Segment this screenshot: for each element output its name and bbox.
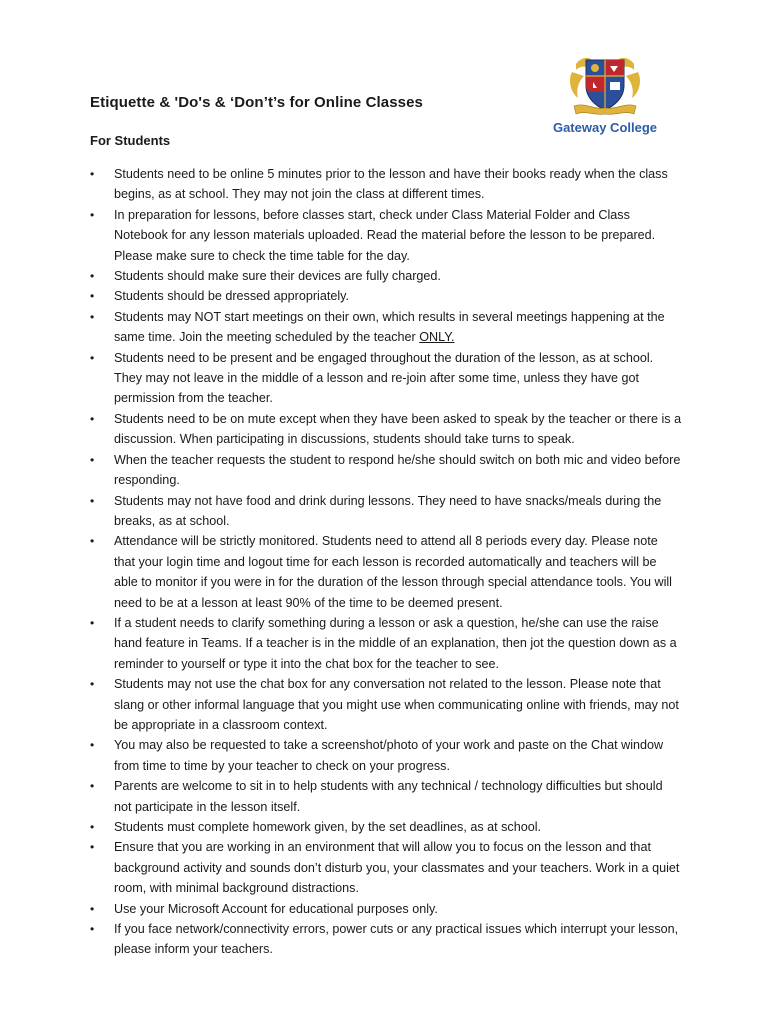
rule-text — [114, 167, 668, 201]
rule-item — [90, 286, 682, 306]
rule-item — [90, 307, 682, 348]
gateway-college-crest-icon — [566, 52, 644, 118]
rule-item — [90, 409, 682, 450]
rule-item — [90, 348, 682, 409]
rule-text-emphasis: ONLY. — [419, 330, 455, 345]
rule-item — [90, 837, 682, 898]
bullet-icon: • — [90, 350, 95, 365]
rule-text-main: Students may NOT start meetings on their own, which results in several meetings happening at the same time. Join the meeting scheduled by the teacher — [114, 309, 665, 345]
rule-item — [90, 919, 682, 960]
rule-text — [114, 351, 653, 406]
rule-item — [90, 491, 682, 532]
rule-item — [90, 674, 682, 735]
rule-text-main: Parents are welcome to sit in to help students with any technical / technology difficulties but should not participate in the lesson itself. — [114, 779, 663, 814]
rule-item — [90, 531, 682, 613]
rule-text — [114, 840, 679, 895]
college-logo — [540, 52, 670, 144]
rule-item — [90, 266, 682, 286]
rule-text-main: In preparation for lessons, before classes start, check under Class Material Folder and Class Notebook for any lesson materials uploaded. Read the material before the lesson to be prepared. Please make sure to check the time table for the day. — [114, 207, 656, 263]
rule-text — [114, 820, 541, 834]
bullet-icon: • — [90, 615, 95, 630]
rule-text-main: Students may not have food and drink during lessons. They need to have snacks/meals during the breaks, as at school. — [114, 493, 662, 528]
rule-text — [114, 289, 349, 303]
bullet-icon: • — [90, 167, 95, 181]
rule-text-main: Students need to be present and be engaged throughout the duration of the lesson, as at school. They may not leave in the middle of a lesson and re-join after some time, unless they have got permission from the teacher. — [114, 350, 654, 406]
rule-item — [90, 450, 682, 491]
rule-item — [90, 735, 682, 776]
rule-text-main: You may also be requested to take a screenshot/photo of your work and paste on the Chat window from time to time by your teacher to check on your progress. — [114, 738, 664, 773]
section-heading: For Students — [90, 133, 171, 148]
rule-text-main: Ensure that you are working in an environment that will allow you to focus on the lesson and that background activity and sounds don’t disturb you, your classmates and your teachers. Work in a quiet room, with minimal background distractions. — [114, 840, 680, 896]
rule-text — [114, 453, 680, 487]
rule-text — [114, 779, 663, 813]
rule-text — [114, 616, 677, 671]
bullet-icon: • — [90, 677, 95, 692]
rule-item — [90, 776, 682, 817]
bullet-icon: • — [90, 901, 95, 916]
rule-text — [114, 922, 678, 956]
rules-list — [90, 164, 682, 960]
rule-text-main: If you face network/connectivity errors, power cuts or any practical issues which interrupt your lesson, please inform your teachers. — [114, 922, 679, 957]
document-title: Etiquette & 'Do's & ‘Don’t’s for Online Classes — [90, 94, 423, 111]
bullet-icon: • — [90, 493, 95, 508]
rule-item — [90, 164, 682, 205]
bullet-icon: • — [90, 289, 95, 304]
rule-text-main: Attendance will be strictly monitored. Students need to attend all 8 periods every day. Please note that your login time and logout time for each lesson is recorded automatically and teachers will be able to monitor if you were in for the duration of the lesson through special attendance tools. You will need to be at a lesson at least 90% of the time to be deemed present. — [114, 534, 672, 610]
rule-text — [114, 738, 663, 772]
bullet-icon: • — [90, 922, 95, 937]
bullet-icon: • — [90, 779, 95, 794]
bullet-icon: • — [90, 840, 95, 855]
rule-text — [114, 310, 665, 344]
bullet-icon: • — [90, 411, 95, 426]
college-name: Gateway College — [552, 120, 658, 135]
rule-item — [90, 899, 682, 919]
bullet-icon: • — [90, 207, 95, 222]
rule-text-main: Students should be dressed appropriately. — [114, 289, 350, 304]
rule-text-main: Students need to be online 5 minutes prior to the lesson and have their books ready when the class begins, as at school. They may not join the class at different times. — [114, 167, 668, 202]
rule-text — [114, 208, 655, 263]
rule-text — [114, 534, 672, 609]
rule-item — [90, 817, 682, 837]
bullet-icon: • — [90, 309, 95, 324]
rule-text-main: When the teacher requests the student to respond he/she should switch on both mic and video before responding. — [114, 452, 681, 488]
bullet-icon: • — [90, 738, 95, 753]
bullet-icon: • — [90, 452, 95, 467]
rule-item — [90, 205, 682, 266]
rule-text — [114, 902, 438, 916]
rule-text-main: Students may not use the chat box for any conversation not related to the lesson. Please note that slang or other informal language that you might use when communicating online with friends, may not be appropriate in a classroom context. — [114, 677, 679, 732]
rule-text — [114, 412, 681, 446]
bullet-icon: • — [90, 269, 95, 284]
rule-text-main: Students must complete homework given, by the set deadlines, as at school. — [114, 820, 542, 834]
rule-text — [114, 269, 441, 283]
rule-item — [90, 613, 682, 674]
rule-text-main: Students should make sure their devices are fully charged. — [114, 269, 441, 284]
rule-text — [114, 494, 661, 528]
bullet-icon: • — [90, 820, 95, 834]
rule-text-main: Students need to be on mute except when they have been asked to speak by the teacher or there is a discussion. When participating in discussions, students should take turns to speak. — [114, 411, 682, 447]
bullet-icon: • — [90, 534, 95, 549]
rule-text — [114, 677, 679, 732]
rule-text-main: Use your Microsoft Account for educational purposes only. — [114, 901, 438, 916]
rule-text-main: If a student needs to clarify something during a lesson or ask a question, he/she can use the raise hand feature in Teams. If a teacher is in the middle of an explanation, then jot the question down as a reminder to yourself or type it into the chat box for the teacher to see. — [114, 615, 677, 671]
